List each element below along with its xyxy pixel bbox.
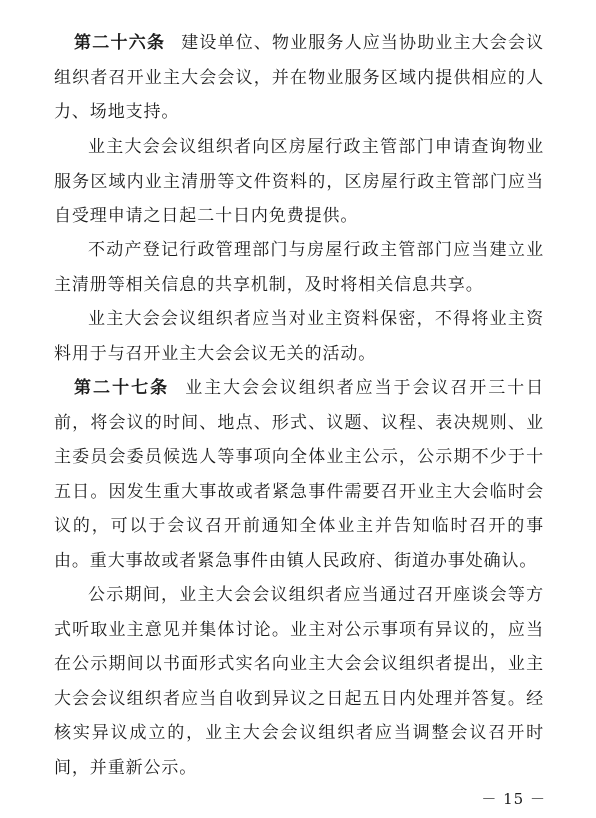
article-27-heading: 第二十七条 — [74, 378, 170, 398]
paragraph-text: 不动产登记行政管理部门与房屋行政主管部门应当建立业主清册等相关信息的共享机制，及时将相关信息共享。 — [54, 240, 544, 295]
article-26-text: 建设单位、物业服务人应当协助业主大会会议组织者召开业主大会会议，并在物业服务区域内提供相应的人力、场地支持。 — [54, 33, 544, 122]
article-26-paragraph — [54, 26, 544, 130]
paragraph-text: 业主大会会议组织者向区房屋行政主管部门申请查询物业服务区域内业主清册等文件资料的，区房屋行政主管部门应当自受理申请之日起二十日内免费提供。 — [54, 137, 544, 226]
article-27-text: 业主大会会议组织者应当于会议召开三十日前，将会议的时间、地点、形式、议题、议程、表决规则、业主委员会委员候选人等事项向全体业主公示，公示期不少于十五日。因发生重大事故或者紧急事件需要召开业主大会临时会议的，可以于会议召开前通知全体业主并告知临时召开的事由。重大事故或者紧急事件由镇人民政府、街道办事处确认。 — [54, 378, 544, 571]
article-26-paragraph-2 — [54, 130, 544, 234]
article-27-paragraph — [54, 371, 544, 578]
paragraph-text: 业主大会会议组织者应当对业主资料保密，不得将业主资料用于与召开业主大会会议无关的活动。 — [54, 309, 544, 364]
article-26-paragraph-4 — [54, 302, 544, 371]
article-27-paragraph-2 — [54, 578, 544, 785]
article-26-paragraph-3 — [54, 233, 544, 302]
article-26-heading: 第二十六条 — [74, 33, 166, 53]
page-number: － 15 － — [481, 790, 546, 808]
paragraph-text: 公示期间，业主大会会议组织者应当通过召开座谈会等方式听取业主意见并集体讨论。业主对公示事项有异议的，应当在公示期间以书面形式实名向业主大会会议组织者提出，业主大会会议组织者应当自收到异议之日起五日内处理并答复。经核实异议成立的，业主大会会议组织者应当调整会议召开时间，并重新公示。 — [54, 585, 544, 778]
